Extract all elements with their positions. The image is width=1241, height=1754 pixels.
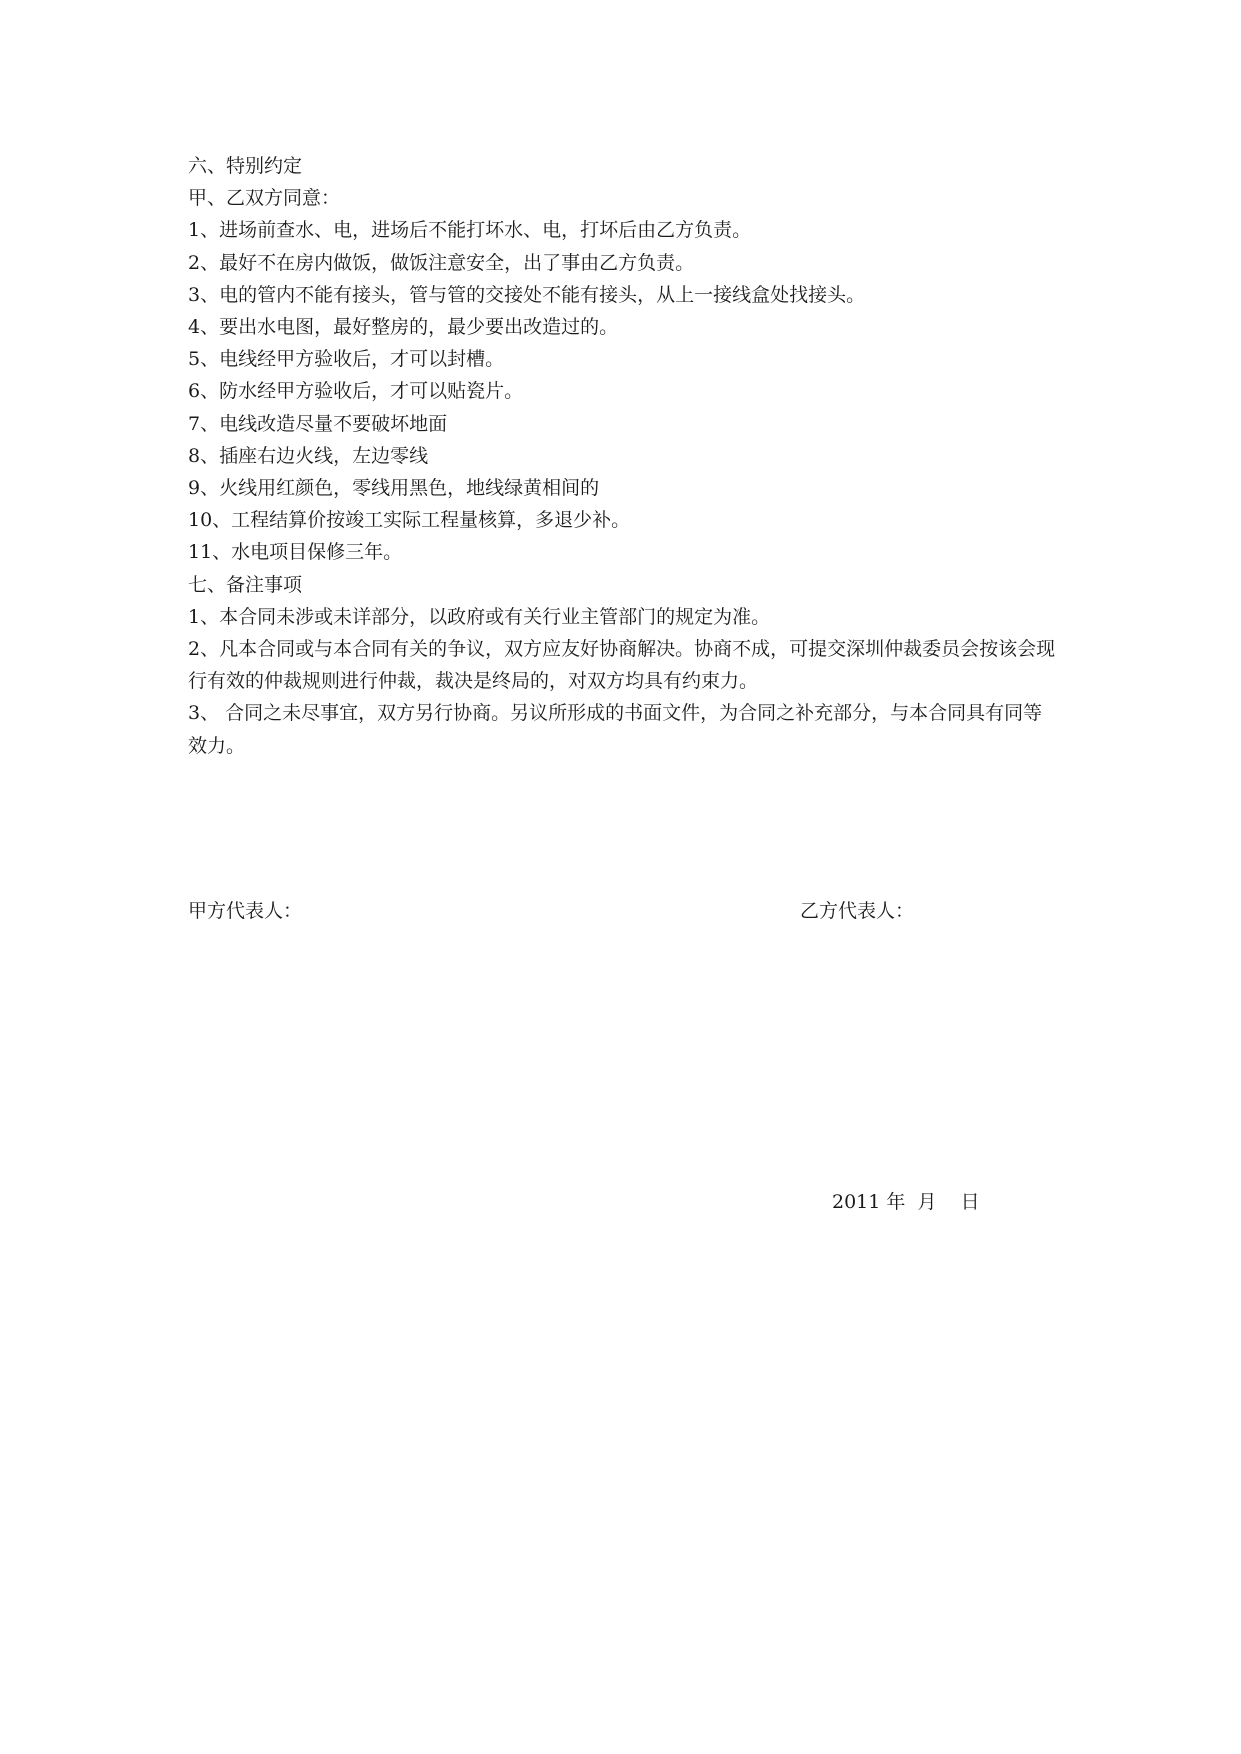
clause-item: 8、插座右边火线，左边零线 bbox=[188, 444, 429, 467]
party-a-signature-label: 甲方代表人： bbox=[188, 900, 303, 922]
clause-item: 1、进场前查水、电，进场后不能打坏水、电，打坏后由乙方负责。 bbox=[188, 219, 752, 242]
party-b-signature-label: 乙方代表人： bbox=[800, 900, 915, 922]
clause-item: 11、水电项目保修三年。 bbox=[188, 541, 403, 564]
clause-item: 5、电线经甲方验收后，才可以封槽。 bbox=[188, 348, 505, 371]
clause-item: 7、电线改造尽量不要破坏地面 bbox=[188, 412, 448, 435]
remark-item: 3、 合同之未尽事宜，双方另行协商。另议所形成的书面文件，为合同之补充部分，与本合同具有同等效力。 bbox=[188, 702, 1043, 757]
section-7-heading: 七、备注事项 bbox=[188, 573, 303, 596]
clause-item: 9、火线用红颜色，零线用黑色，地线绿黄相间的 bbox=[188, 477, 600, 500]
section-6-intro: 甲、乙双方同意： bbox=[188, 187, 341, 210]
clause-item: 3、电的管内不能有接头，管与管的交接处不能有接头，从上一接线盒处找接头。 bbox=[188, 283, 866, 306]
clause-item: 6、防水经甲方验收后，才可以贴瓷片。 bbox=[188, 380, 524, 403]
signing-date: 2011 年 月 日 bbox=[832, 1191, 980, 1213]
clause-item: 4、要出水电图，最好整房的，最少要出改造过的。 bbox=[188, 316, 619, 339]
remark-item: 2、凡本合同或与本合同有关的争议，双方应友好协商解决。协商不成，可提交深圳仲裁委员会按该会现行有效的仲裁规则进行仲裁，裁决是终局的，对双方均具有约束力。 bbox=[188, 638, 1056, 693]
section-6-heading: 六、特别约定 bbox=[188, 155, 303, 177]
clause-item: 10、工程结算价按竣工实际工程量核算，多退少补。 bbox=[188, 509, 631, 532]
remark-item: 1、本合同未涉或未详部分，以政府或有关行业主管部门的规定为准。 bbox=[188, 605, 771, 628]
contract-body bbox=[188, 150, 1058, 762]
clause-item: 2、最好不在房内做饭，做饭注意安全，出了事由乙方负责。 bbox=[188, 251, 695, 274]
